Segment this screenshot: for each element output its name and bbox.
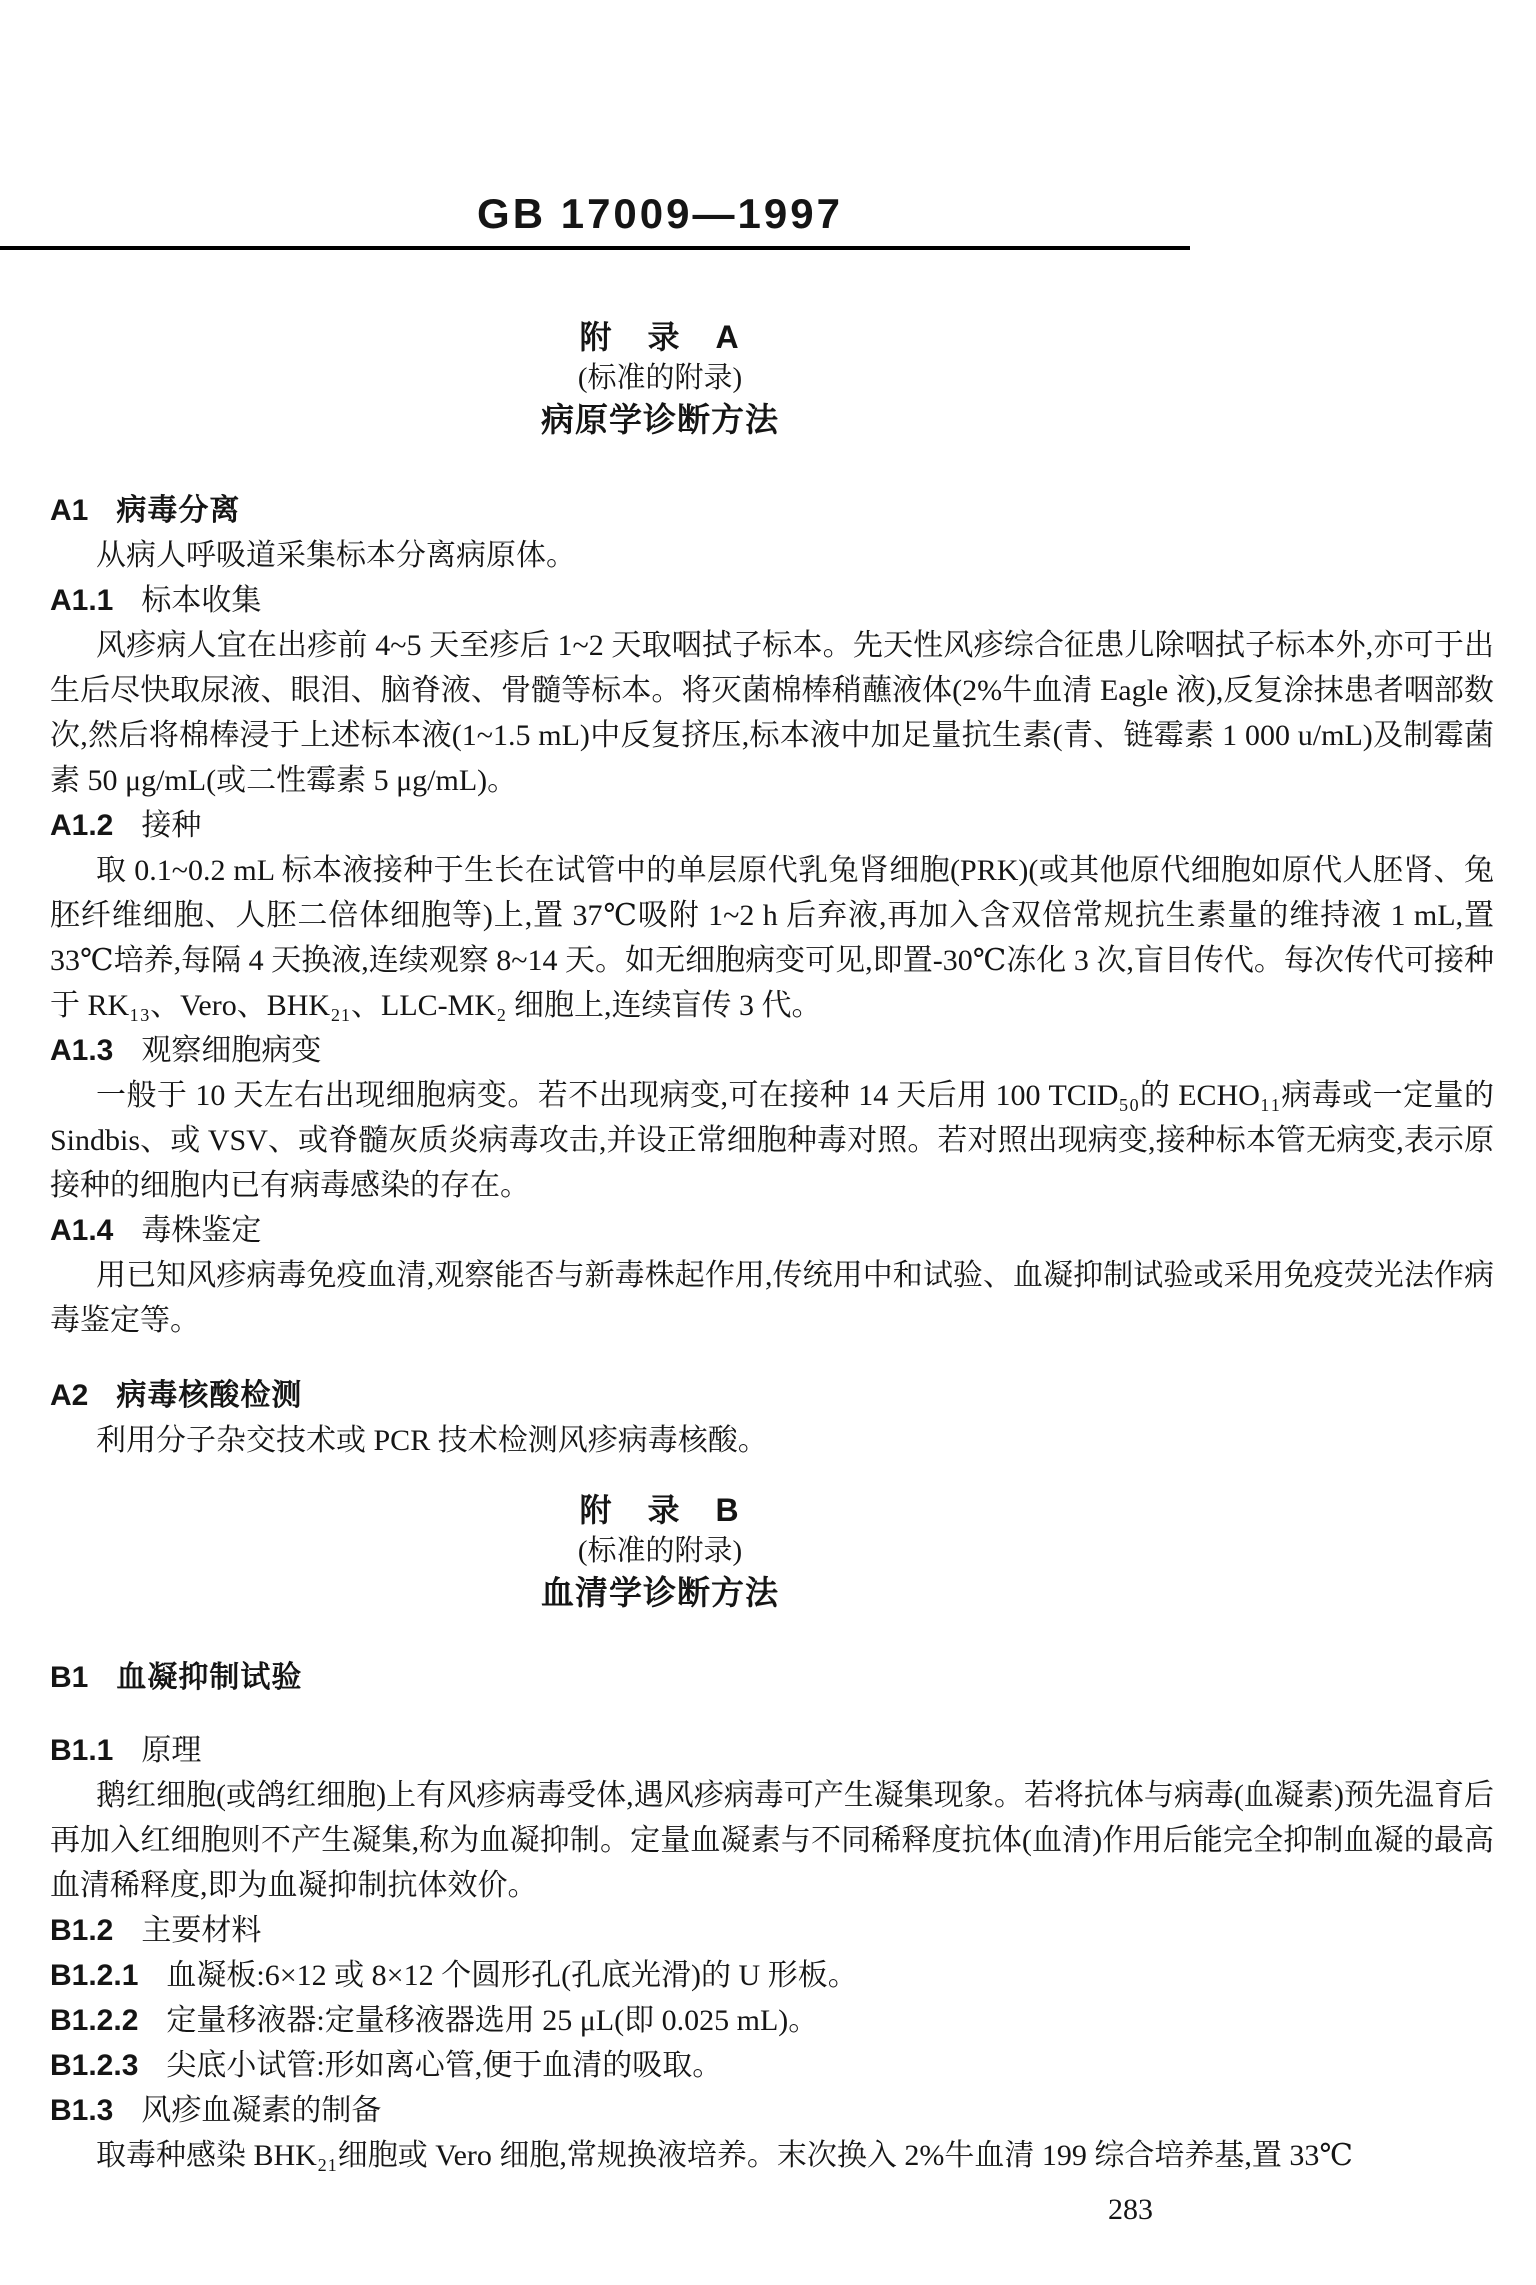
appendix-a-title: 病原学诊断方法 bbox=[541, 401, 779, 438]
clause-b1-2-3-item bbox=[50, 2043, 1494, 2088]
clause-title: 标本收集 bbox=[141, 584, 262, 617]
clause-b1-3-body: 取毒种感染 BHK₂₁细胞或 Vero 细胞,常规换液培养。末次换入 2%牛血清 199 综合培养基,置 33℃ bbox=[96, 2139, 1353, 2172]
clause-a1-1-heading bbox=[50, 578, 1494, 623]
clause-number: A1.3 bbox=[50, 1034, 114, 1067]
clause-a1-heading bbox=[50, 488, 1494, 533]
clause-title: 原理 bbox=[141, 1734, 202, 1767]
clause-a1-1-body: 风疹病人宜在出疹前 4~5 天至疹后 1~2 天取咽拭子标本。先天性风疹综合征患儿除咽拭子标本外,亦可于出生后尽快取尿液、眼泪、脑脊液、骨髓等标本。将灭菌棉棒稍蘸液体(2%牛血清 Eagle 液),反复涂抹患者咽部数次,然后将棉棒浸于上述标本液(1~1.5 mL)中反复挤压,标本液中加足量抗生素(青、链霉素 1 000 u/mL)及制霉菌素 50 μg/mL(或二性霉素 5 μg/mL)。 bbox=[50, 629, 1494, 797]
clause-b1-3-heading bbox=[50, 2088, 1494, 2133]
clause-title: 血凝抑制试验 bbox=[116, 1661, 303, 1694]
clause-b1-2-heading bbox=[50, 1908, 1494, 1953]
clause-b1-2-2-item bbox=[50, 1998, 1494, 2043]
clause-title: 接种 bbox=[141, 809, 202, 842]
clause-a1-4-body: 用已知风疹病毒免疫血清,观察能否与新毒株起作用,传统用中和试验、血凝抑制试验或采用免疫荧光法作病毒鉴定等。 bbox=[50, 1259, 1494, 1337]
clause-number: B1 bbox=[50, 1661, 89, 1694]
clause-a2-body: 利用分子杂交技术或 PCR 技术检测风疹病毒核酸。 bbox=[96, 1424, 768, 1457]
clause-number: B1.2.1 bbox=[50, 1959, 139, 1992]
appendix-b-title: 血清学诊断方法 bbox=[541, 1574, 779, 1611]
clause-number: B1.1 bbox=[50, 1734, 114, 1767]
clause-number: B1.3 bbox=[50, 2094, 114, 2127]
appendix-b-label: 附 录 B bbox=[579, 1492, 741, 1528]
clause-a1-2-heading bbox=[50, 803, 1494, 848]
clause-number: A1 bbox=[50, 494, 89, 527]
clause-text: 血凝板:6×12 或 8×12 个圆形孔(孔底光滑)的 U 形板。 bbox=[166, 1959, 858, 1992]
clause-b1-2-1-item bbox=[50, 1953, 1494, 1998]
clause-title: 毒株鉴定 bbox=[141, 1214, 262, 1247]
clause-title: 病毒分离 bbox=[116, 494, 241, 527]
standard-number: GB 17009—1997 bbox=[477, 190, 843, 237]
clause-b1-heading bbox=[50, 1655, 1494, 1700]
clause-title: 观察细胞病变 bbox=[141, 1034, 322, 1067]
appendix-b-note: (标准的附录) bbox=[577, 1535, 743, 1567]
clause-b1-1-body: 鹅红细胞(或鸽红细胞)上有风疹病毒受体,遇风疹病毒可产生凝集现象。若将抗体与病毒(血凝素)预先温育后再加入红细胞则不产生凝集,称为血凝抑制。定量血凝素与不同稀释度抗体(血清)作用后能完全抑制血凝的最高血清稀释度,即为血凝抑制抗体效价。 bbox=[50, 1779, 1494, 1902]
clause-number: A2 bbox=[50, 1379, 89, 1412]
clause-text: 尖底小试管:形如离心管,便于血清的吸取。 bbox=[166, 2049, 723, 2082]
clause-number: A1.2 bbox=[50, 809, 114, 842]
clause-number: B1.2 bbox=[50, 1914, 114, 1947]
clause-number: A1.4 bbox=[50, 1214, 114, 1247]
clause-number: A1.1 bbox=[50, 584, 114, 617]
clause-a1-2-body: 取 0.1~0.2 mL 标本液接种于生长在试管中的单层原代乳兔肾细胞(PRK)(或其他原代细胞如原代人胚肾、兔胚纤维细胞、人胚二倍体细胞等)上,置 37℃吸附 1~2 h 后弃液,再加入含双倍常规抗生素量的维持液 1 mL,置 33℃培养,每隔 4 天换液,连续观察 8~14 天。如无细胞病变可见,即置-30℃冻化 3 次,盲目传代。每次传代可接种于 RK₁₃、Vero、BHK₂₁、LLC-MK₂ 细胞上,连续盲传 3 代。 bbox=[50, 854, 1494, 1022]
clause-title: 风疹血凝素的制备 bbox=[141, 2094, 382, 2127]
clause-b1-1-heading bbox=[50, 1728, 1494, 1773]
clause-title: 主要材料 bbox=[141, 1914, 262, 1947]
page-number: 283 bbox=[1108, 2193, 1153, 2226]
clause-a2-heading bbox=[50, 1373, 1494, 1418]
appendix-a-label: 附 录 A bbox=[579, 319, 741, 355]
clause-a1-intro: 从病人呼吸道采集标本分离病原体。 bbox=[96, 539, 576, 572]
clause-number: B1.2.3 bbox=[50, 2049, 139, 2082]
clause-a1-3-heading bbox=[50, 1028, 1494, 1073]
clause-text: 定量移液器:定量移液器选用 25 μL(即 0.025 mL)。 bbox=[166, 2004, 819, 2037]
clause-a1-4-heading bbox=[50, 1208, 1494, 1253]
header-rule bbox=[0, 246, 1190, 250]
clause-number: B1.2.2 bbox=[50, 2004, 139, 2037]
appendix-a-note: (标准的附录) bbox=[577, 362, 743, 394]
clause-title: 病毒核酸检测 bbox=[116, 1379, 303, 1412]
clause-a1-3-body: 一般于 10 天左右出现细胞病变。若不出现病变,可在接种 14 天后用 100 TCID₅₀的 ECHO₁₁病毒或一定量的 Sindbis、或 VSV、或脊髓灰质炎病毒攻击,并设正常细胞种毒对照。若对照出现病变,接种标本管无病变,表示原接种的细胞内已有病毒感染的存在。 bbox=[50, 1079, 1494, 1202]
